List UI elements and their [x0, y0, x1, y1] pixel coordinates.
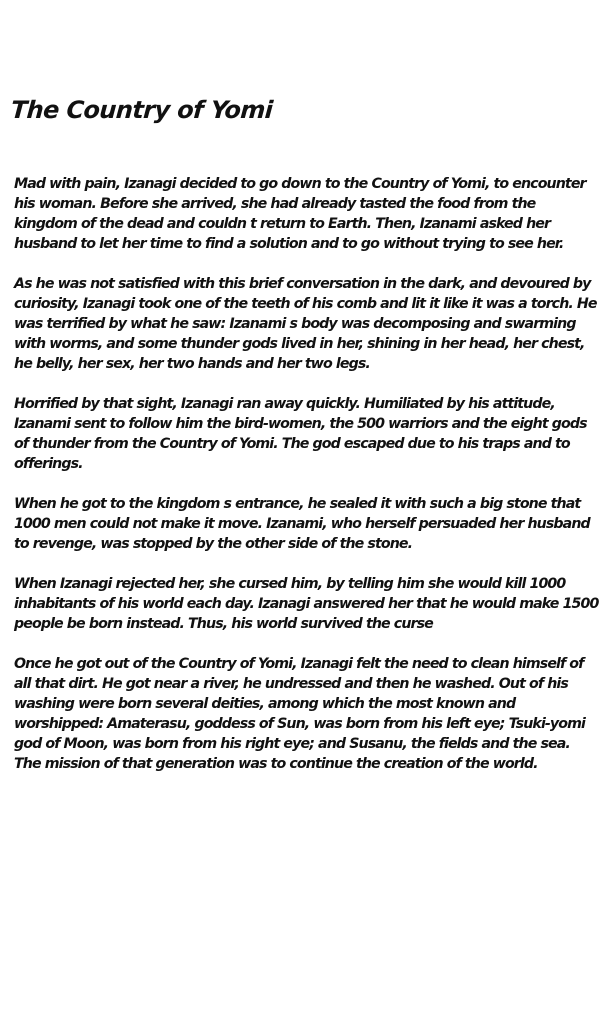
story-text	[14, 174, 600, 794]
page-title: The Country of Yomi	[9, 96, 274, 124]
paragraph-4: When he got to the kingdom s entrance, he sealed it with such a big stone that 1000 men could not make it move. Izanami, who herself persuaded her husband to revenge, was stopped by the other side of the stone.	[14, 496, 590, 552]
paragraph-2: As he was not satisfied with this brief conversation in the dark, and devoured by curiosity, Izanagi took one of the teeth of his comb and lit it like it was a torch. He was terrified by what he saw: Izanami s body was decomposing and swarming with worms, and some thunder gods lived in her, shining in her head, her chest, he belly, her sex, her two hands and her two legs.	[14, 276, 597, 372]
paragraph-3: Horrified by that sight, Izanagi ran away quickly. Humiliated by his attitude, Izanami sent to follow him the bird-women, the 500 warriors and the eight gods of thunder from the Country of Yomi. The god escaped due to his traps and to offerings.	[14, 396, 587, 472]
paragraph-1: Mad with pain, Izanagi decided to go down to the Country of Yomi, to encounter his woman. Before she arrived, she had already tasted the food from the kingdom of the dead and couldn t return to Earth. Then, Izanami asked her husband to let her time to find a solution and to go without trying to see her.	[14, 176, 586, 252]
paragraph-6: Once he got out of the Country of Yomi, Izanagi felt the need to clean himself of all that dirt. He got near a river, he undressed and then he washed. Out of his washing were born several deities, among which the most known and worshipped: Amaterasu, goddess of Sun, was born from his left eye; Tsuki-yomi god of Moon, was born from his right eye; and Susanu, the fields and the sea. The mission of that generation was to continue the creation of the world.	[14, 656, 585, 772]
paragraph-5: When Izanagi rejected her, she cursed him, by telling him she would kill 1000 inhabitants of his world each day. Izanagi answered her that he would make 1500 people be born instead. Thus, his world survived the curse	[14, 576, 599, 632]
